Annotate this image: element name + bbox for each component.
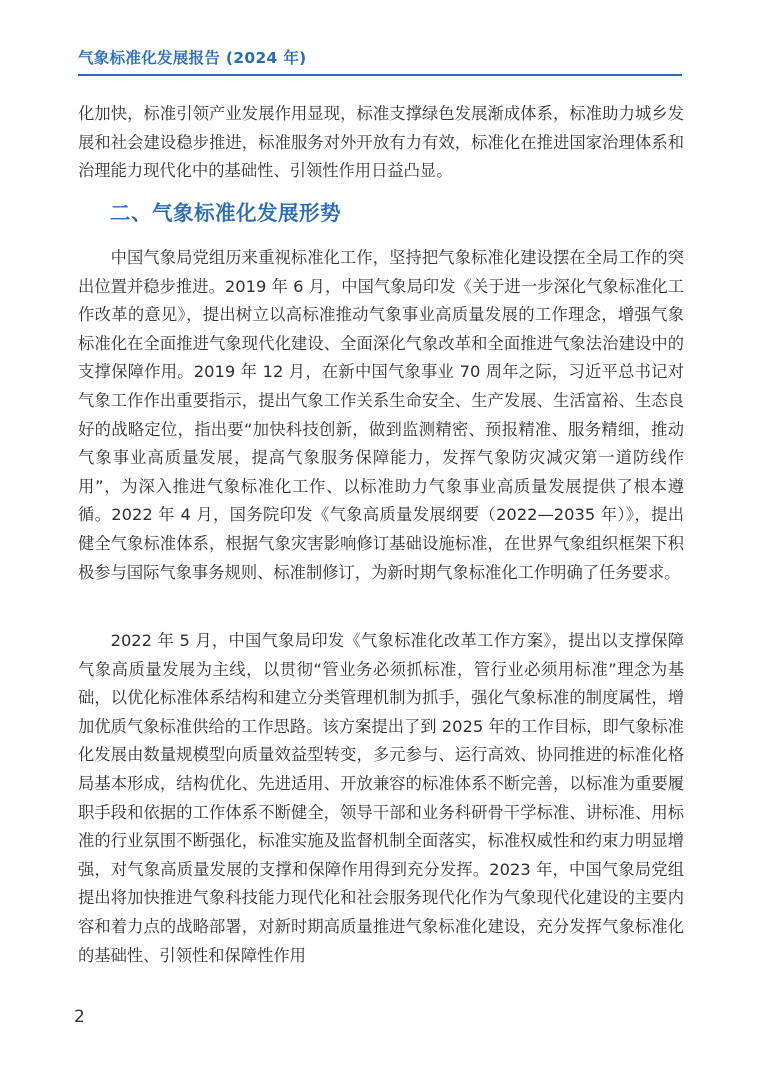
page-number: 2 [74,1007,85,1027]
report-title: 气象标准化发展报告 (2024 年) [78,49,307,67]
paragraph-1: 中国气象局党组历来重视标准化工作，坚持把气象标准化建设摆在全局工作的突出位置并稳步推进。2019 年 6 月，中国气象局印发《关于进一步深化气象标准化工作改革的意见》，提出树立以高标准推动气象事业高质量发展的工作理念，增强气象标准化在全面推进气象现代化建设、全面深化气象改革和全面推进气象法治建设中的支撑保障作用。2019 年 12 月，在新中国气象事业 70 周年之际，习近平总书记对气象工作作出重要指示，提出气象工作关系生命安全、生产发展、生活富裕、生态良好的战略定位，指出要“加快科技创新，做到监测精密、预报精准、服务精细，推动气象事业高质量发展，提高气象服务保障能力，发挥气象防灾减灾第一道防线作用”，为深入推进气象标准化工作、以标准助力气象事业高质量发展提供了根本遵循。2022 年 4 月，国务院印发《气象高质量发展纲要（2022—2035 年）》，提出健全气象标准体系，根据气象灾害影响修订基础设施标准，在世界气象组织框架下积极参与国际气象事务规则、标准制修订，为新时期气象标准化工作明确了任务要求。 [78,248,684,582]
paragraph-continuation: 化加快，标准引领产业发展作用显现，标准支撑绿色发展渐成体系，标准助力城乡发展和社会建设稳步推进，标准服务对外开放有力有效，标准化在推进国家治理体系和治理能力现代化中的基础性、引领性作用日益凸显。 [78,104,684,181]
header-divider [78,74,682,76]
section-heading: 二、气象标准化发展形势 [110,201,341,225]
paragraph-2: 2022 年 5 月，中国气象局印发《气象标准化改革工作方案》，提出以支撑保障气象高质量发展为主线，以贯彻“管业务必须抓标准，管行业必须用标准”理念为基础，以优化标准体系结构和建立分类管理机制为抓手，强化气象标准的制度属性，增加优质气象标准供给的工作思路。该方案提出了到 2025 年的工作目标，即气象标准化发展由数量规模型向质量效益型转变，多元参与、运行高效、协同推进的标准化格局基本形成，结构优化、先进适用、开放兼容的标准体系不断完善，以标准为重要履职手段和依据的工作体系不断健全，领导干部和业务科研骨干学标准、讲标准、用标准的行业氛围不断强化，标准实施及监督机制全面落实，标准权威性和约束力明显增强，对气象高质量发展的支撑和保障作用得到充分发挥。2023 年，中国气象局党组提出将加快推进气象科技能力现代化和社会服务现代化作为气象现代化建设的主要内容和着力点的战略部署，对新时期高质量推进气象标准化建设，充分发挥气象标准化的基础性、引领性和保障性作用 [78,631,684,965]
page-header [78,46,682,76]
